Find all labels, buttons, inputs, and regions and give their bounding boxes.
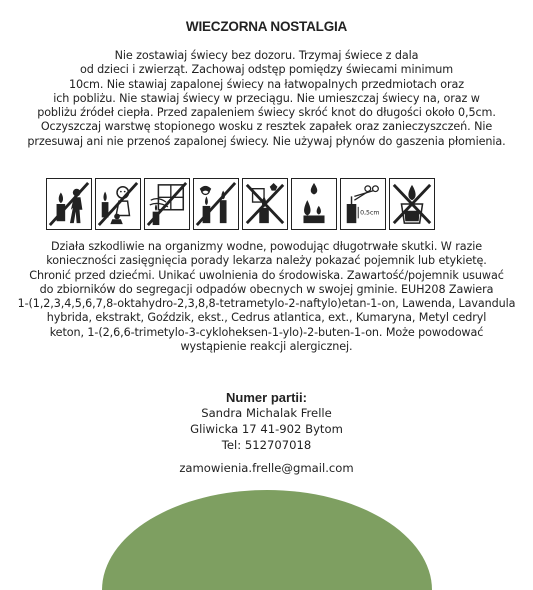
warning-line: ich pobliżu. Nie stawiaj świecy w przeciągu. Nie umieszczaj świecy na, oraz w — [53, 91, 480, 105]
warning-line: Nie zostawiaj świecy bez dozoru. Trzymaj świece z dala — [114, 49, 419, 62]
green-arc-decoration — [102, 490, 432, 590]
trim-wick-icon — [340, 178, 386, 230]
safety-pictograms — [46, 178, 485, 232]
water-drop-flame-icon — [291, 178, 337, 230]
wick-length-label: 0,5cm — [360, 209, 380, 217]
hazard-line: keton, 1-(2,6,6-trimetylo-3-cykloheksen-1-ylo)-2-buten-1-on. Może powodować — [49, 325, 484, 339]
hazard-line: do zbiorników do segregacji odpadów obecnych w swojej gminie. EUH208 Zawiera — [39, 282, 494, 296]
no-draft-icon — [144, 178, 190, 230]
product-title: WIECZORNA NOSTALGIA — [185, 19, 348, 34]
hazard-line: wystąpienie reakcji alergicznej. — [180, 340, 353, 354]
no-liquid-extinguish-icon — [389, 178, 435, 230]
warning-line: przesuwaj ani nie przenoś zapalonej świecy. Nie używaj płynów do gaszenia płomienia. — [27, 134, 506, 148]
hazard-statement — [0, 240, 533, 354]
hazard-line: Działa szkodliwie na organizmy wodne, powodując długotrwałe skutki. W razie — [50, 240, 483, 253]
warning-line: od dzieci i zwierząt. Zachowaj odstęp pomiędzy świecami minimum — [79, 63, 454, 77]
company-name: Sandra Michalak Frelle — [201, 406, 332, 420]
hazard-line: hybrida, ekstrakt, Goździk, ekst., Cedrus atlantica, ext., Kumaryna, Metyl cedryl — [46, 311, 487, 325]
company-email: zamowienia.frelle@gmail.com — [179, 460, 354, 475]
batch-number-label: Numer partii: — [226, 390, 307, 405]
hazard-line: Chronić przed dziećmi. Unikać uwolnienia do środowiska. Zawartość/pojemnik usuwać — [29, 268, 504, 282]
company-address: Gliwicka 17 41-902 Bytom — [190, 422, 343, 437]
unattended-candle-icon — [46, 178, 92, 230]
warning-line: 10cm. Nie stawiaj zapalonej świecy na łatwopalnych przedmiotach oraz — [68, 77, 465, 91]
keep-away-children-pets-icon — [95, 178, 141, 230]
hazard-line: 1-(1,2,3,4,5,6,7,8-oktahydro-2,3,8,8-tetrametylo-2-naftylo)etan-1-on, Lawenda, Lavandula — [17, 297, 516, 311]
company-phone: Tel: 512707018 — [221, 438, 312, 453]
warning-line: pobliżu źródeł ciepła. Przed zapaleniem świecy skróć knot do długości około 0,5cm. — [37, 106, 496, 120]
safety-warnings — [0, 49, 533, 149]
no-flammable-items-icon — [242, 178, 288, 230]
warning-line: Oczyszczaj warstwę stopionego wosku z resztek zapałek oraz zanieczyszczeń. Nie — [40, 120, 493, 134]
hazard-line: konieczności zasięgnięcia porady lekarza należy pokazać pojemnik lub etykietę. — [46, 254, 487, 268]
manufacturer-info — [0, 390, 533, 476]
distance-from-heat-icon — [193, 178, 239, 230]
